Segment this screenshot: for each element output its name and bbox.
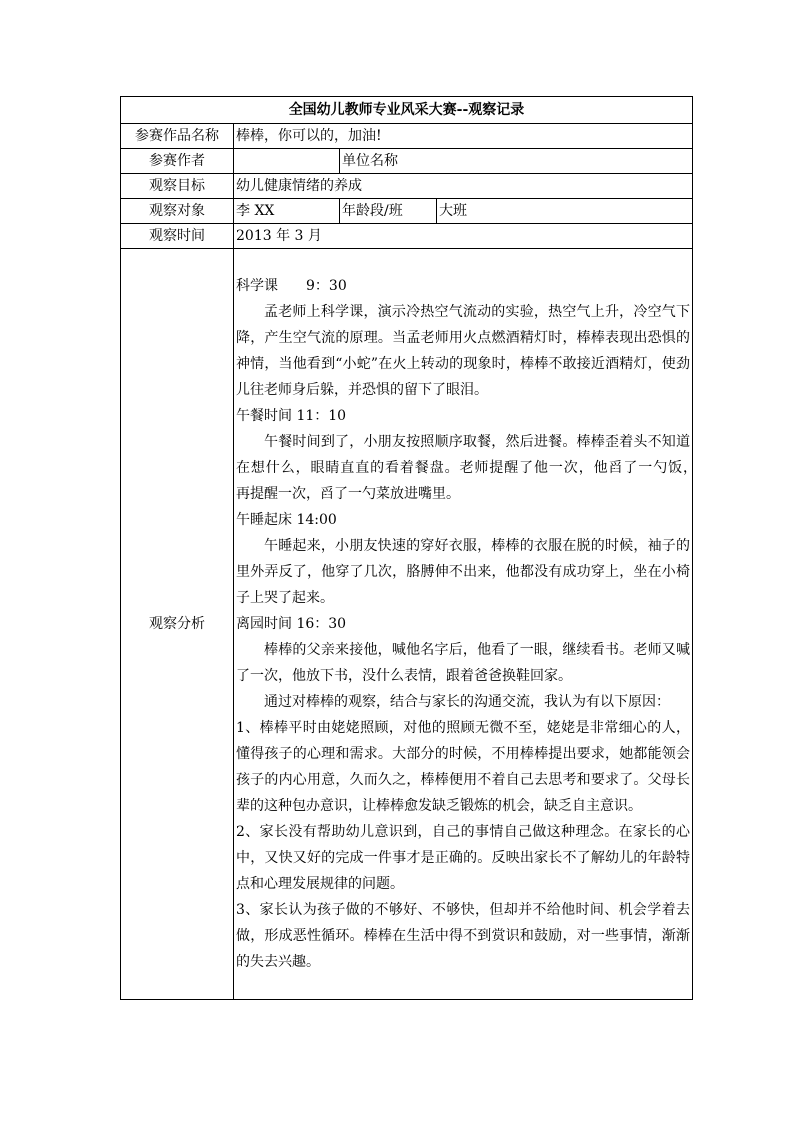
subject-label: 观察对象 bbox=[121, 199, 234, 224]
analysis-cell bbox=[234, 249, 704, 1000]
document-title: 全国幼儿教师专业风采大赛--观察记录 bbox=[121, 97, 693, 124]
goal-label: 观察目标 bbox=[121, 174, 234, 199]
analysis-paragraph: 午餐时间到了，小朋友按照顺序取餐，然后进餐。棒棒歪着头不知道在想什么，眼睛直直的看着餐盘。老师提醒了他一次，他舀了一勺饭， 再提醒一次，舀了一勺菜放进嘴里。 bbox=[236, 434, 704, 502]
analysis-label: 观察分析 bbox=[121, 249, 234, 1000]
age-label: 年龄段/班 bbox=[340, 199, 437, 224]
analysis-paragraph: 科学课 9：30 bbox=[236, 278, 347, 294]
analysis-paragraph: 午睡起床 14:00 bbox=[236, 512, 337, 528]
analysis-paragraph: 午餐时间 11：10 bbox=[236, 408, 347, 424]
analysis-paragraph: 孟老师上科学课，演示冷热空气流动的实验，热空气上升，冷空气下降，产生空气流的原理。当孟老师用火点燃酒精灯时，棒棒表现出恐惧的神情，当他看到“小蛇”在火上转动的现象时，棒棒不敢接近酒精灯，使劲儿往老师身后躲，并恐惧的留下了眼泪。 bbox=[236, 304, 690, 398]
unit-label: 单位名称 bbox=[340, 149, 693, 174]
analysis-text bbox=[236, 273, 704, 975]
age-value: 大班 bbox=[437, 199, 693, 224]
subject-value: 李 XX bbox=[234, 199, 340, 224]
analysis-paragraph: 通过对棒棒的观察，结合与家长的沟通交流，我认为有以下原因： bbox=[264, 694, 670, 710]
analysis-paragraph: 棒棒的父亲来接他，喊他名字后，他看了一眼，继续看书。老师又喊了一次，他放下书，没什么表情，跟着爸爸换鞋回家。 bbox=[236, 642, 690, 684]
observation-record-table bbox=[120, 96, 704, 1000]
analysis-paragraph: 离园时间 16：30 bbox=[236, 616, 347, 632]
goal-value: 幼儿健康情绪的养成 bbox=[234, 174, 693, 199]
author-label: 参赛作者 bbox=[121, 149, 234, 174]
work-name-value: 棒棒，你可以的，加油! bbox=[234, 124, 693, 149]
analysis-paragraph: 1、棒棒平时由姥姥照顾，对他的照顾无微不至，姥姥是非常细心的人，懂得孩子的心理和需求。大部分的时候，不用棒棒提出要求，她都能领会孩子的内心用意，久而久之，棒棒便用不着自己去思考和要求了。父母长辈的这种包办意识，让棒棒愈发缺乏锻炼的机会，缺乏自主意识。 bbox=[236, 720, 690, 814]
work-name-label: 参赛作品名称 bbox=[121, 124, 234, 149]
analysis-paragraph: 午睡起来，小朋友快速的穿好衣服，棒棒的衣服在脱的时候，袖子的里外弄反了，他穿了几次，胳膊伸不出来，他都没有成功穿上，坐在小椅子上哭了起来。 bbox=[236, 538, 690, 606]
analysis-paragraph: 3、家长认为孩子做的不够好、不够快，但却并不给他时间、机会学着去做，形成恶性循环。棒棒在生活中得不到赏识和鼓励，对一些事情，渐渐的失去兴趣。 bbox=[236, 902, 690, 970]
author-value bbox=[234, 149, 340, 174]
analysis-paragraph: 2、家长没有帮助幼儿意识到，自己的事情自己做这种理念。在家长的心中，又快又好的完成一件事才是正确的。反映出家长不了解幼儿的年龄特点和心理发展规律的问题。 bbox=[236, 824, 690, 892]
time-value: 2013 年 3 月 bbox=[234, 224, 693, 249]
time-label: 观察时间 bbox=[121, 224, 234, 249]
